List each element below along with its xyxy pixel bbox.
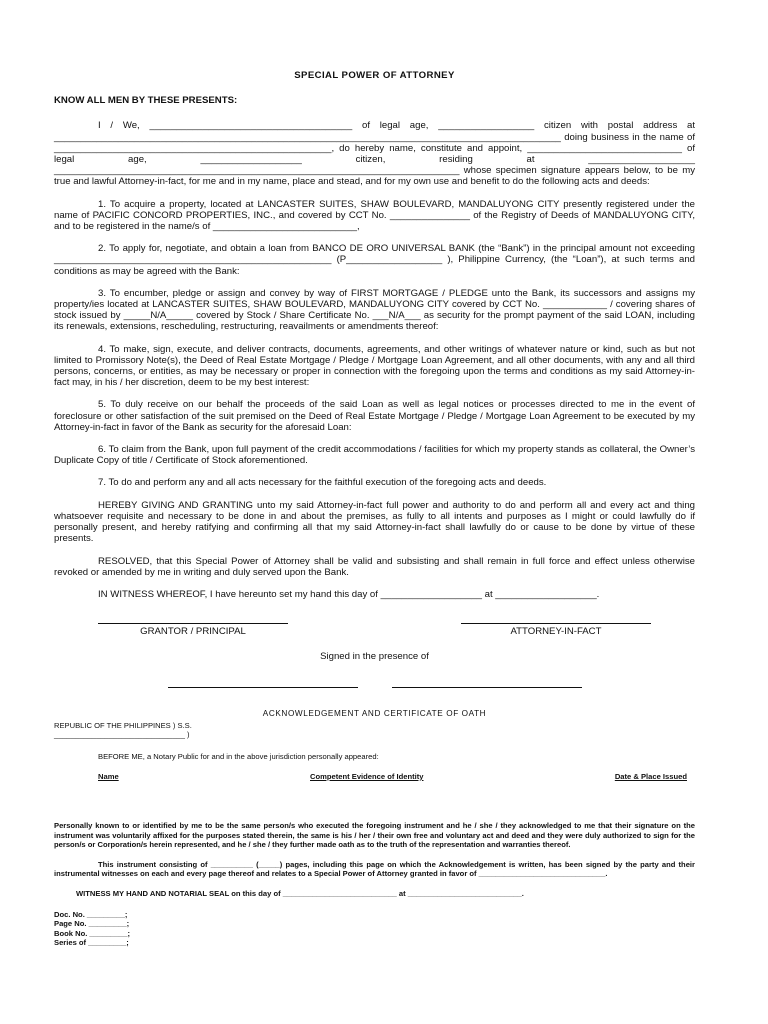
grantor-label: GRANTOR / PRINCIPAL <box>140 626 246 638</box>
item-6: 6. To claim from the Bank, upon full payment of the credit accommodations / facilities for which my property stands as collateral, the Owner’s Duplicate Copy of title / Certificate of Stock aforementioned. <box>54 444 695 467</box>
witness-line-1 <box>168 679 358 688</box>
intro-paragraph: I / We, ______________________________________ of legal age, __________________ citizen with postal address at _______________________________________________________________________________________________ doing business in the name of ____________________________________________________, do hereby name, constitute and appoint, _____________________________ of legal age, ___________________ citizen, residing at ____________________ ____________________________________________________________________________ whose specimen signature appears below, to be my true and lawful Attorney-in-fact, for me and in my name, place and stead, and for my own use and benefit to do the following acts and deeds: <box>54 120 695 188</box>
page-no: Page No. _________; <box>54 919 130 929</box>
document-page <box>54 70 695 947</box>
resolved-paragraph: RESOLVED, that this Special Power of Attorney shall be valid and subsisting and shall remain in full force and effect unless otherwise revoked or amended by me in writing and duly served upon the Bank. <box>54 555 695 578</box>
item-2: 2. To apply for, negotiate, and obtain a loan from BANCO DE ORO UNIVERSAL BANK (the “Bank”) in the principal amount not exceeding ____________________________________________________ (P__________________ ), Philippine Currency, (the “Loan”), at such terms and conditions as may be agreed with the Bank: <box>54 243 695 277</box>
item-3: 3. To encumber, pledge or assign and convey by way of FIRST MORTGAGE / PLEDGE unto the Bank, its successors and assigns my property/ies located at LANCASTER SUITES, SHAW BOULEVARD, MANDALUYONG CITY covered by CCT No. ____________ / covering shares of stock issued by _____N/A_____ covered by Stock / Share Certificate No. ___N/A___ as security for the prompt payment of the said LOAN, including its renewals, extensions, rescheduling, restructuring, reavailments or amendments thereof: <box>54 287 695 333</box>
item-1: 1. To acquire a property, located at LANCASTER SUITES, SHAW BOULEVARD, MANDALUYONG CITY presently registered under the name of PACIFIC CONCORD PROPERTIES, INC., and covered by CCT No. _______________ of the Registry of Deeds of MANDALUYONG CITY, and to be registered in the name/s of ___________________________, <box>54 198 695 233</box>
col-date: Date & Place Issued <box>614 771 687 781</box>
signed-presence-label: Signed in the presence of <box>320 651 429 663</box>
col-name: Name <box>98 771 119 781</box>
item-4: 4. To make, sign, execute, and deliver contracts, documents, agreements, and other writings of whatever nature or kind, such as but not limited to Promissory Note(s), the Deed of Real Estate Mortgage / Pledge / Mortgage Loan Agreement, and all other documents, with any and all third persons, concerns, or entities, as may be necessary or proper in connection with the foregoing upon the terms and conditions as my said Attorney-in-fact may, in his / her discretion, deem to be my best interest: <box>54 343 695 389</box>
signature-row <box>54 615 695 637</box>
witness-lines-row <box>54 679 695 688</box>
attorney-label: ATTORNEY-IN-FACT <box>510 626 602 638</box>
republic-line: REPUBLIC OF THE PHILIPPINES ) S.S. <box>54 720 192 730</box>
identity-table-header <box>54 772 695 781</box>
acknowledgement-title: ACKNOWLEDGEMENT AND CERTIFICATE OF OATH <box>262 708 487 718</box>
personally-known-paragraph: Personally known to or identified by me to be the same person/s who executed the foregoing instrument and he / she / they acknowledged to me that their signature on the instrument was voluntarily affixed for the purposes stated therein, the same is his / her / their own free and voluntary act and deed and they were duly authorized to sign for the person/s or Corporation/s herein represented, and he / she / they further made oath as to the truth of the representation and warranties thereof. <box>54 821 695 850</box>
attorney-signature-block <box>461 615 651 637</box>
item-7: 7. To do and perform any and all acts necessary for the faithful execution of the foregoing acts and deeds. <box>98 477 547 489</box>
jurisdiction-line: _______________________________ ) <box>54 730 190 740</box>
document-title: SPECIAL POWER OF ATTORNEY <box>294 70 455 81</box>
witness-line-2 <box>392 679 582 688</box>
instrument-paragraph: This instrument consisting of __________ (_____) pages, including this page on which the Acknowledgement is written, has been signed by the party and their instrumental witnesses on each and every page thereof and relates to a Special Power of Attorney granted in favor of ______________________________. <box>54 859 695 878</box>
notarial-seal-paragraph: WITNESS MY HAND AND NOTARIAL SEAL on this day of ___________________________ at ___________________________. <box>76 889 524 899</box>
hereby-paragraph: HEREBY GIVING AND GRANTING unto my said Attorney-in-fact full power and authority to do and perform all and every act and thing whatsoever requisite and necessary to be done in and about the premises, as fully to all intents and purposes as I might or could lawfully do if personally present, and hereby ratifying and confirming all that my said Attorney-in-fact shall lawfully do or cause to be done by virtue of these presents. <box>54 499 695 545</box>
in-witness-paragraph: IN WITNESS WHEREOF, I have hereunto set my hand this day of ___________________ at ___________________. <box>98 588 600 600</box>
book-no: Book No. _________; <box>54 928 130 938</box>
grantor-signature-line <box>98 615 288 624</box>
grantor-signature-block <box>98 615 288 637</box>
series-of: Series of _________; <box>54 937 129 947</box>
before-me-paragraph: BEFORE ME, a Notary Public for and in the above jurisdiction personally appeared: <box>98 751 379 761</box>
opening-line: KNOW ALL MEN BY THESE PRESENTS: <box>54 95 238 107</box>
col-evidence: Competent Evidence of Identity <box>310 771 424 781</box>
attorney-signature-line <box>461 615 651 624</box>
notarial-register <box>54 910 695 948</box>
item-5: 5. To duly receive on our behalf the proceeds of the said Loan as well as legal notices or processes directed to me in the event of foreclosure or other satisfaction of the suit premised on the Deed of Real Estate Mortgage / Pledge / Mortgage Loan Agreement to be executed by my Attorney-in-fact in favor of the Bank as security for the aforesaid Loan: <box>54 399 695 433</box>
doc-no: Doc. No. _________; <box>54 909 128 919</box>
